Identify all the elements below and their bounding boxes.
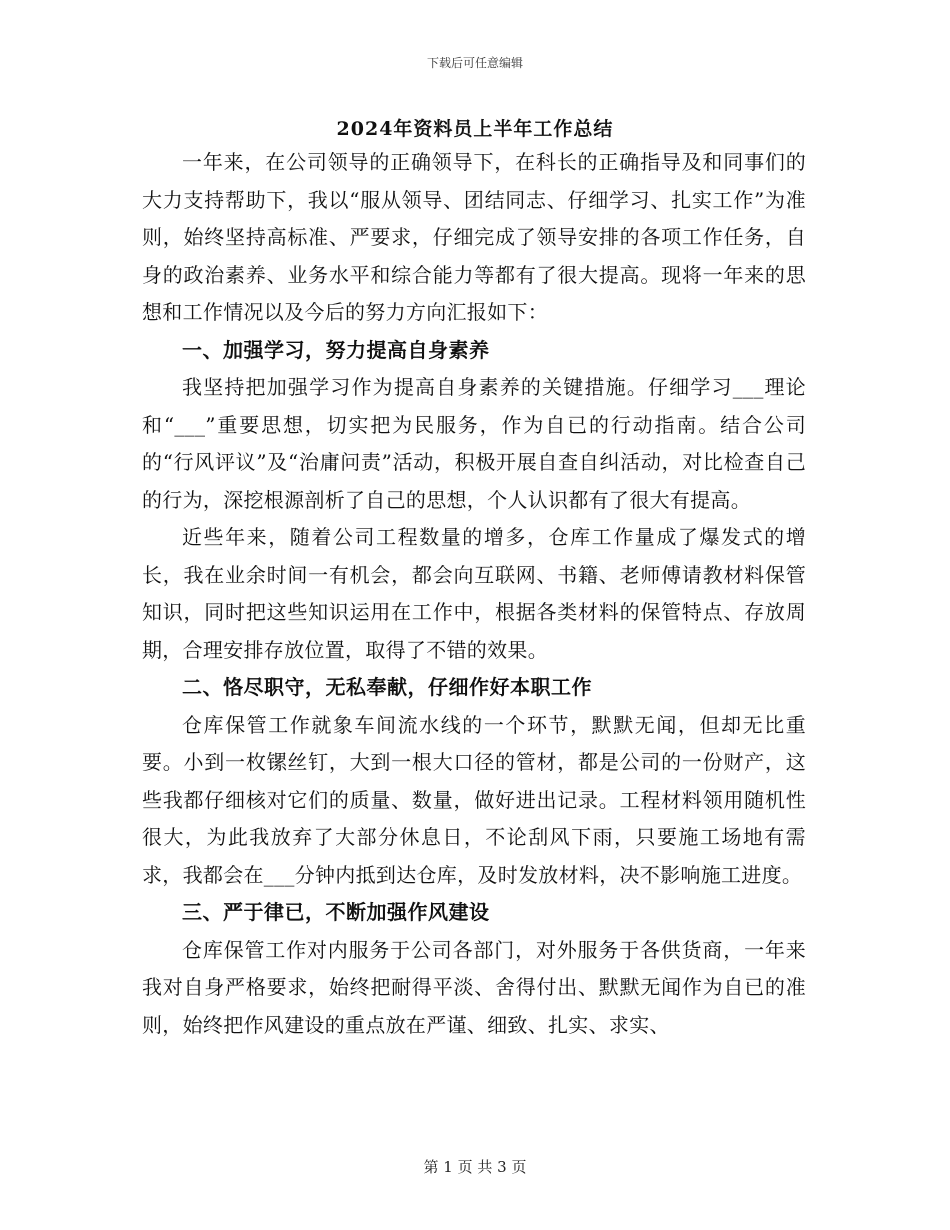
section-heading-3: 三、严于律已，不断加强作风建设: [182, 900, 490, 924]
page-number-footer: 第 1 页 共 3 页: [423, 1158, 527, 1176]
section-3-paragraph-1: 仓库保管工作对内服务于公司各部门，对外服务于各供货商，一年来我对自身严格要求，始终把耐得平淡、舍得付出、默默无闻作为自已的准则，始终把作风建设的重点放在严谨、细致、扎实、求实、: [142, 937, 806, 1037]
section-1-paragraph-2: 近些年来，随着公司工程数量的增多，仓库工作量成了爆发式的增长，我在业余时间一有机会，都会向互联网、书籍、老师傅请教材料保管知识，同时把这些知识运用在工作中，根据各类材料的保管特点、存放周期，合理安排存放位置，取得了不错的效果。: [142, 525, 806, 662]
section-2-paragraph-1: 仓库保管工作就象车间流水线的一个环节，默默无闻，但却无比重要。小到一枚镙丝钉，大到一根大口径的管材，都是公司的一份财产，这些我都仔细核对它们的质量、数量，做好进出记录。工程材料领用随机性很大，为此我放弃了大部分休息日，不论刮风下雨，只要施工场地有需求，我都会在___分钟内抵到达仓库，及时发放材料，决不影响施工进度。: [142, 712, 806, 887]
document-body: [142, 144, 806, 1044]
section-heading-2: 二、恪尽职守，无私奉献，仔细作好本职工作: [182, 675, 592, 699]
intro-paragraph: 一年来，在公司领导的正确领导下，在科长的正确指导及和同事们的大力支持帮助下，我以“服从领导、团结同志、仔细学习、扎实工作”为准则，始终坚持高标准、严要求，仔细完成了领导安排的各项工作任务，自身的政治素养、业务水平和综合能力等都有了很大提高。现将一年来的思想和工作情况以及今后的努力方向汇报如下：: [142, 150, 806, 324]
header-note: 下载后可任意编辑: [426, 56, 523, 70]
document-title: 2024年资料员上半年工作总结: [336, 118, 614, 140]
section-1-paragraph-1: 我坚持把加强学习作为提高自身素养的关键措施。仔细学习___理论和“___”重要思想，切实把为民服务，作为自已的行动指南。结合公司的“行风评议”及“治庸问责”活动，积极开展自查自纠活动，对比检查自己的行为，深挖根源剖析了自己的思想，个人认识都有了很大有提高。: [142, 375, 806, 512]
section-heading-1: 一、加强学习，努力提高自身素养: [182, 337, 490, 362]
